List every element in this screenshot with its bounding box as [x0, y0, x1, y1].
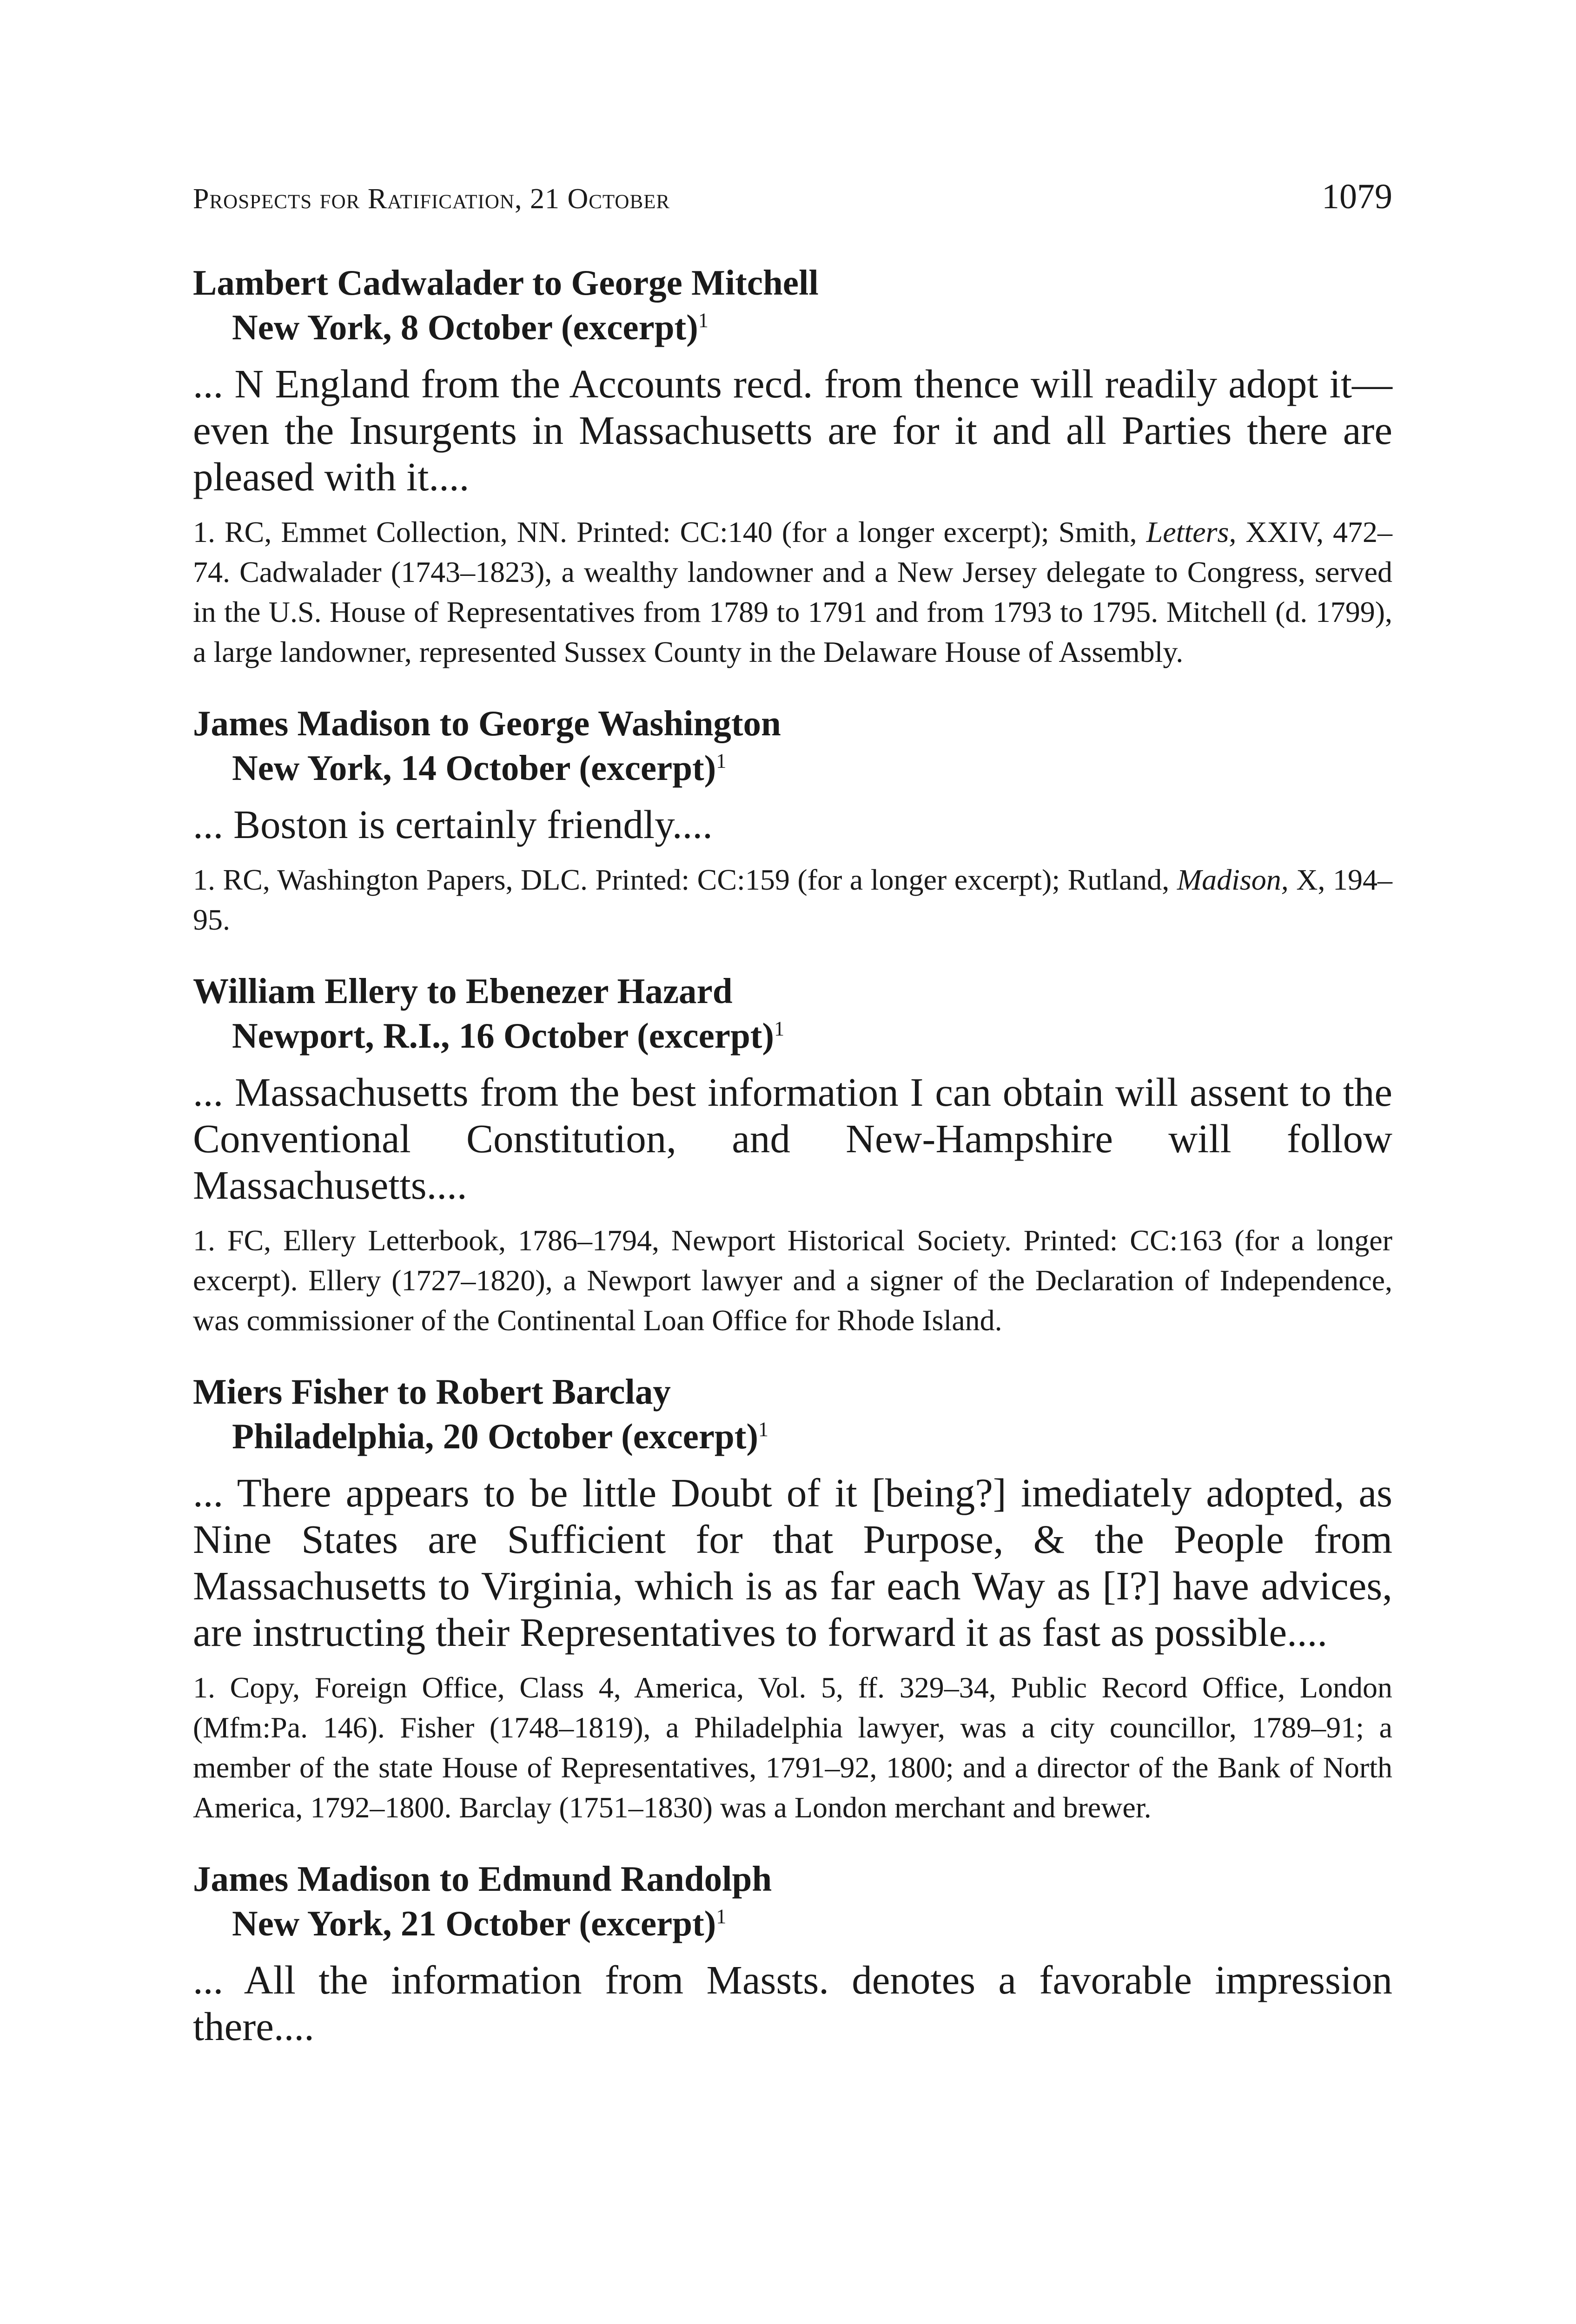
- footnote-text-continued: XXIV, 472–74. Cadwalader (1743–1823), a wealthy landowner and a New Jersey delegate to Congress, served in the U.S. House of Representatives from 1789 to 1791 and from 1793 to 1795. Mitchell (d. 1799), a large landowner, represented Sussex County in the Delaware House of Assembly.: [193, 515, 1393, 668]
- letter-entry: [193, 260, 1392, 672]
- footnote-marker: 1: [716, 749, 727, 772]
- footnote-marker: 1: [774, 1017, 785, 1040]
- letter-heading-place-date: [193, 1013, 1392, 1058]
- footnote-text: 1. RC, Emmet Collection, NN. Printed: CC:140 (for a longer excerpt); Smith,: [193, 515, 1146, 548]
- letter-excerpt: ... All the information from Massts. denotes a favorable impression there....: [193, 1957, 1392, 2049]
- letter-entry: [193, 701, 1392, 940]
- letter-entry: [193, 1369, 1392, 1828]
- footnote-marker: 1: [716, 1905, 727, 1928]
- letter-heading-correspondents: William Ellery to Ebenezer Hazard: [193, 971, 733, 1011]
- letter-entry: [193, 1856, 1392, 2050]
- page-content: [193, 177, 1392, 2050]
- footnote: [193, 860, 1392, 940]
- heading-place-date-text: Newport, R.I., 16 October (excerpt): [232, 1016, 775, 1056]
- running-head-title: Prospects for Ratification, 21 October: [193, 183, 670, 215]
- footnote-italic-title: Madison,: [1177, 863, 1289, 896]
- page-number: 1079: [1322, 177, 1392, 216]
- letter-excerpt: ... Massachusetts from the best information I can obtain will assent to the Conventional Constitution, and New-Hampshire will follow Massachusetts....: [193, 1070, 1392, 1208]
- footnote-text: 1. Copy, Foreign Office, Class 4, America, Vol. 5, ff. 329–34, Public Record Office, London (Mfm:Pa. 146). Fisher (1748–1819), a Philadelphia lawyer, was a city councillor, 1789–91; a member of the state House of Representatives, 1791–92, 1800; and a director of the Bank of North America, 1792–1800. Barclay (1751–1830) was a London merchant and brewer.: [193, 1671, 1392, 1824]
- footnote-text: 1. RC, Washington Papers, DLC. Printed: CC:159 (for a longer excerpt); Rutland,: [193, 863, 1177, 896]
- heading-place-date-text: Philadelphia, 20 October (excerpt): [232, 1416, 759, 1456]
- letter-excerpt: ... There appears to be little Doubt of it [being?] imediately adopted, as Nine States are Sufficient for that Purpose, & the People from Massachusetts to Virginia, which is as far each Way as [I?] have advices, are instructing their Representatives to forward it as fast as possible....: [193, 1470, 1392, 1655]
- letter-heading-correspondents: Lambert Cadwalader to George Mitchell: [193, 263, 819, 303]
- footnote-text: 1. FC, Ellery Letterbook, 1786–1794, Newport Historical Society. Printed: CC:163 (for a longer excerpt). Ellery (1727–1820), a Newport lawyer and a signer of the Declaration of Independence, was commissioner of the Continental Loan Office for Rhode Island.: [193, 1224, 1392, 1337]
- footnote: [193, 512, 1392, 672]
- letter-heading-place-date: [193, 746, 1392, 790]
- footnote: [193, 1221, 1392, 1340]
- letter-heading-place-date: [193, 1901, 1392, 1946]
- heading-place-date-text: New York, 14 October (excerpt): [232, 748, 716, 788]
- letter-heading-place-date: [193, 1414, 1392, 1459]
- letter-heading-place-date: [193, 305, 1392, 350]
- running-head: [193, 177, 1392, 228]
- footnote-marker: 1: [758, 1418, 769, 1441]
- heading-place-date-text: New York, 21 October (excerpt): [232, 1903, 716, 1943]
- heading-place-date-text: New York, 8 October (excerpt): [232, 307, 698, 347]
- letter-heading-correspondents: James Madison to George Washington: [193, 703, 781, 743]
- footnote: [193, 1668, 1392, 1828]
- letter-heading-correspondents: James Madison to Edmund Randolph: [193, 1859, 772, 1899]
- footnote-marker: 1: [698, 309, 709, 332]
- footnote-text-continued: X, 194–95.: [193, 863, 1393, 936]
- letter-excerpt: ... N England from the Accounts recd. from thence will readily adopt it—even the Insurgents in Massachusetts are for it and all Parties there are pleased with it....: [193, 361, 1392, 499]
- letter-entry: [193, 969, 1392, 1340]
- footnote-italic-title: Letters,: [1146, 515, 1237, 548]
- letter-excerpt: ... Boston is certainly friendly....: [193, 802, 713, 847]
- letter-heading-correspondents: Miers Fisher to Robert Barclay: [193, 1372, 671, 1412]
